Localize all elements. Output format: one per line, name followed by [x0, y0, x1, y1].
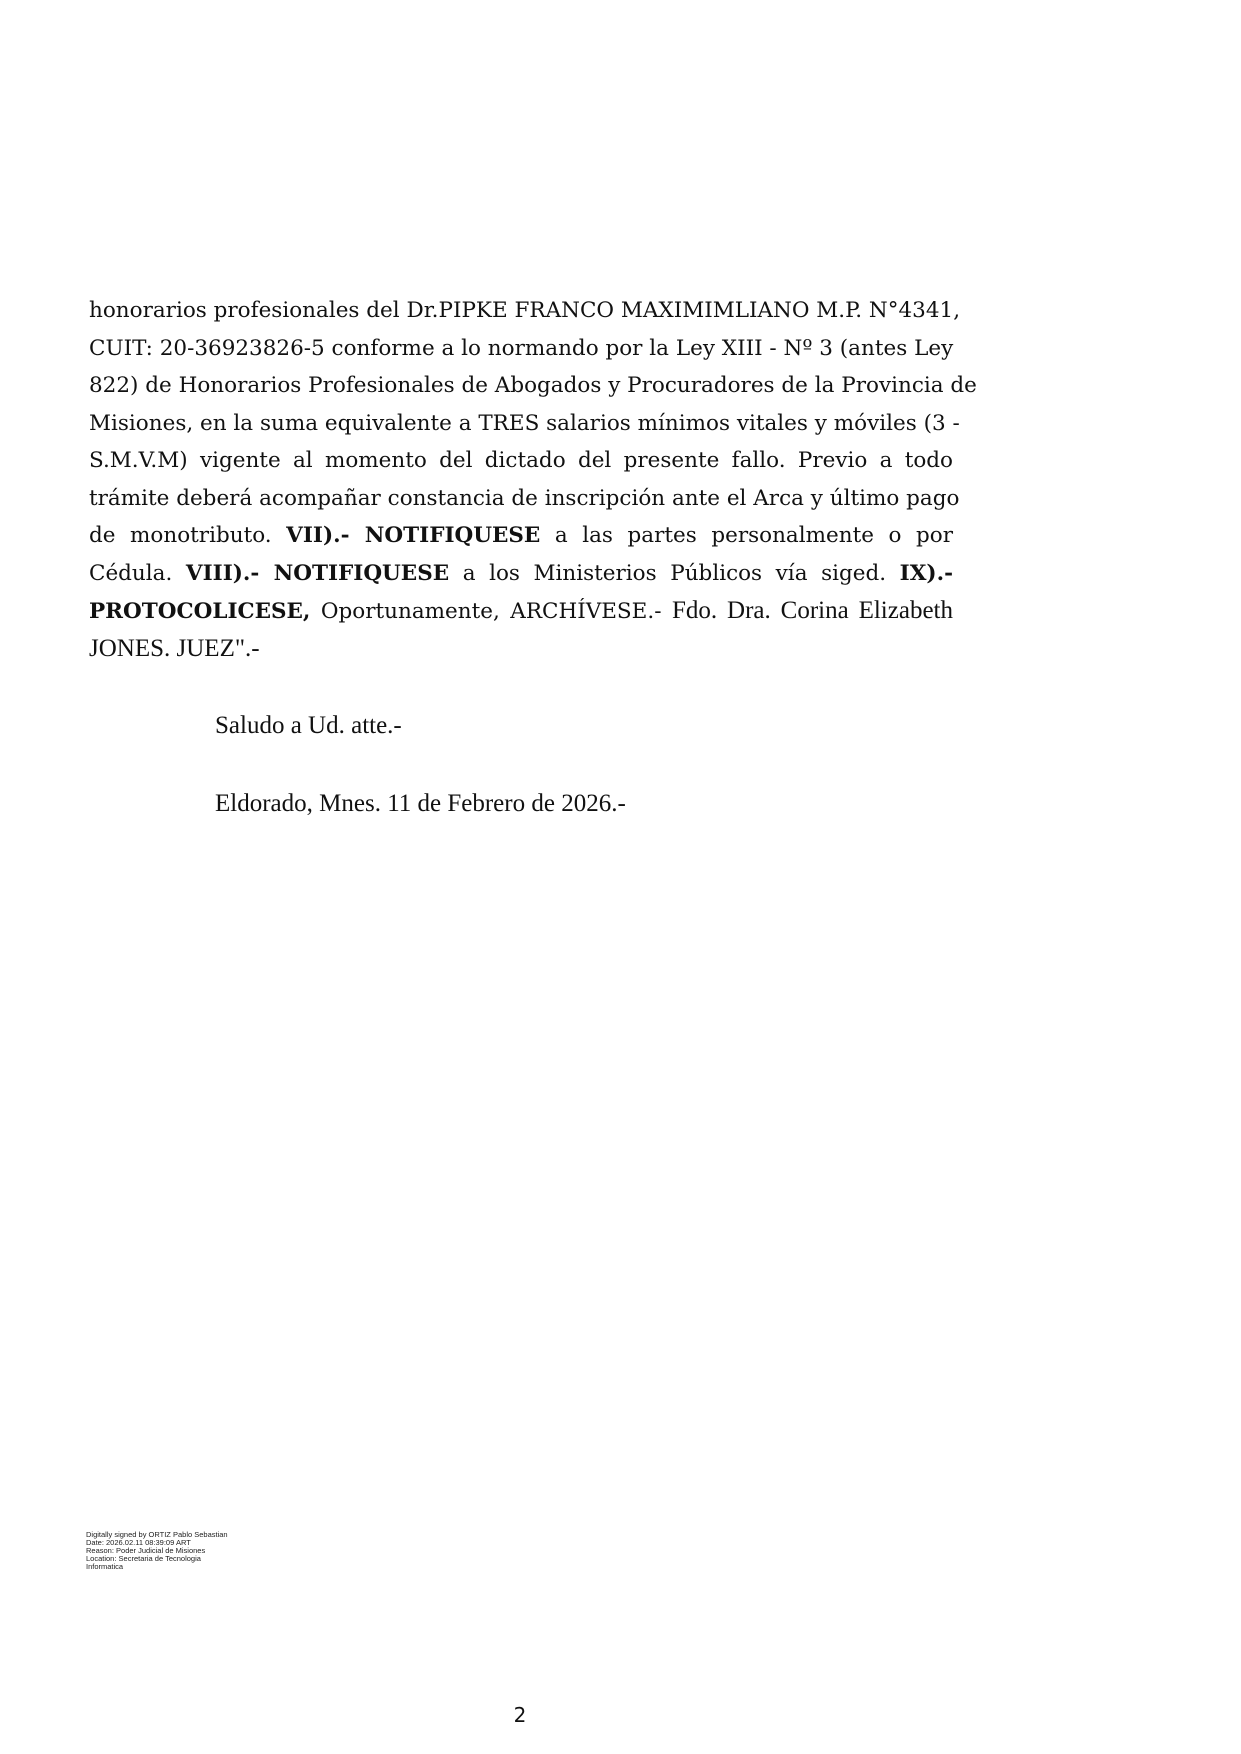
text-line: [89, 405, 960, 443]
text-segment: a las partes personalmente o por: [540, 523, 953, 548]
text-line: [89, 555, 953, 593]
text-segment: Cédula.: [89, 560, 186, 586]
text-line: [89, 330, 953, 368]
text-segment: CUIT: 20-36923826-5 conforme a lo normando por la Ley XIII - Nº 3 (antes Ley: [89, 335, 954, 361]
text-line: [89, 367, 977, 405]
text-segment: a los Ministerios Públicos vía siged.: [449, 560, 900, 586]
text-line: [89, 592, 953, 630]
digital-signature-stamp: [86, 1531, 266, 1571]
greeting: Saludo a Ud. atte.-: [215, 712, 402, 739]
signature-line: Location: Secretaria de Tecnologia: [86, 1554, 201, 1563]
text-segment: S.M.V.M) vigente al momento del dictado del presente fallo. Previo a todo: [89, 448, 953, 473]
text-line: [89, 517, 953, 555]
page-number: 2: [513, 1703, 527, 1727]
text-line: [89, 292, 961, 330]
place-date: Eldorado, Mnes. 11 de Febrero de 2026.-: [215, 790, 626, 817]
signature-line: Reason: Poder Judicial de Misiones: [86, 1546, 206, 1555]
bold-text-segment: PROTOCOLICESE,: [89, 599, 311, 624]
signature-line: Informatica: [86, 1562, 124, 1571]
resolution-text: [89, 292, 977, 667]
text-segment: honorarios profesionales del Dr.PIPKE FRANCO MAXIMIMLIANO M.P. N°4341,: [89, 298, 961, 323]
text-line: [89, 480, 960, 518]
text-line: [89, 630, 953, 668]
text-segment: Fdo. Dra. Corina Elizabeth: [671, 597, 953, 624]
bold-text-segment: VIII).- NOTIFIQUESE: [185, 560, 450, 586]
signature-line: Date: 2026.02.11 08:39:09 ART: [86, 1538, 191, 1547]
text-line: [89, 442, 953, 480]
signature-line: Digitally signed by ORTIZ Pablo Sebastian: [86, 1530, 228, 1539]
text-segment: trámite deberá acompañar constancia de inscripción ante el Arca y último pago: [89, 485, 960, 511]
text-segment: 822) de Honorarios Profesionales de Abogados y Procuradores de la Provincia de: [89, 373, 977, 398]
text-segment: de monotributo.: [89, 523, 287, 548]
text-segment: JONES. JUEZ".-: [89, 634, 260, 662]
bold-text-segment: VII).- NOTIFIQUESE: [286, 523, 541, 548]
bold-text-segment: IX).-: [899, 560, 953, 586]
text-segment: Oportunamente, ARCHÍVESE.-: [310, 599, 672, 624]
text-segment: Misiones, en la suma equivalente a TRES salarios mínimos vitales y móviles (3 -: [89, 410, 960, 436]
